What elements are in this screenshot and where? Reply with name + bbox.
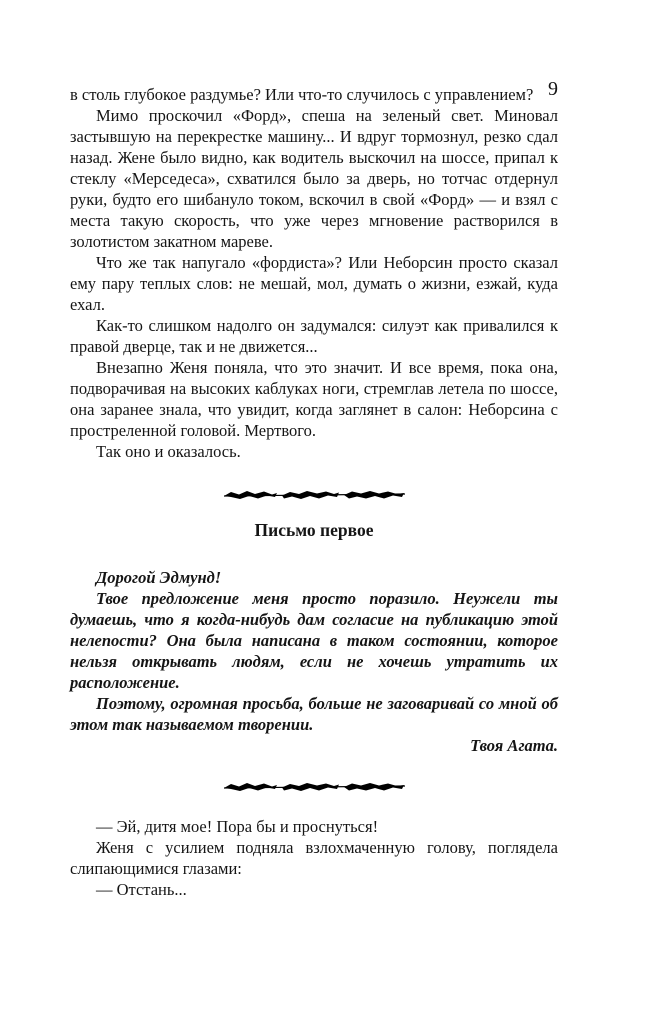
paragraph: — Эй, дитя мое! Пора бы и проснуться! (96, 817, 379, 836)
paragraph: Внезапно Женя поняла, что это значит. И все время, пока она, подворачивая на высоких каблуках ноги, стремглав летела по шоссе, она заранее знала, что увидит, когда заглянет в салон: Неборсина с простреленной головой. Мертвого. (70, 358, 558, 440)
letter-block (70, 567, 558, 756)
paragraph: Как-то слишком надолго он задумался: силуэт как привалился к правой дверце, так и не движется... (70, 316, 558, 356)
scribble-divider-icon (222, 488, 406, 502)
paragraph: Мимо проскочил «Форд», спеша на зеленый свет. Миновал застывшую на перекрестке машину... И вдруг тормознул, резко сдал назад. Жене было видно, как водитель выскочил на шоссе, припал к стеклу «Мерседеса», схватился было за дверь, но тотчас отдернул руки, будто его шибануло током, вскочил в свой «Форд» — и взял с места такую скорость, что уже через мгновение растворился в золотистом закатном мареве. (70, 106, 558, 251)
paragraph: — Отстань... (96, 880, 187, 899)
letter-paragraph: Поэтому, огромная просьба, больше не заговаривай со мной об этом так называемом творении. (70, 694, 558, 734)
scribble-divider-icon (222, 780, 406, 794)
paragraph: Так оно и оказалось. (96, 442, 241, 461)
letter-paragraph: Дорогой Эдмунд! (96, 568, 222, 587)
paragraph: Женя с усилием подняла взлохмаченную голову, поглядела слипающимися глазами: (70, 838, 558, 878)
letter-paragraph: Твое предложение меня просто поразило. Неужели ты думаешь, что я когда-нибудь дам согласие на публикацию этой нелепости? Она была написана в таком состоянии, которое нельзя открывать людям, если не хочешь утратить их расположение. (70, 589, 558, 692)
paragraph: в столь глубокое раздумье? Или что-то случилось с управлением? (70, 85, 534, 104)
section-divider (70, 488, 558, 502)
paragraph: Что же так напугало «фордиста»? Или Неборсин просто сказал ему пару теплых слов: не мешай, мол, думать о жизни, езжай, куда ехал. (70, 253, 558, 314)
letter-signature: Твоя Агата. (470, 736, 558, 755)
section-heading: Письмо первое (254, 520, 374, 540)
page-number: 9 (548, 78, 558, 100)
section-divider (70, 780, 558, 794)
